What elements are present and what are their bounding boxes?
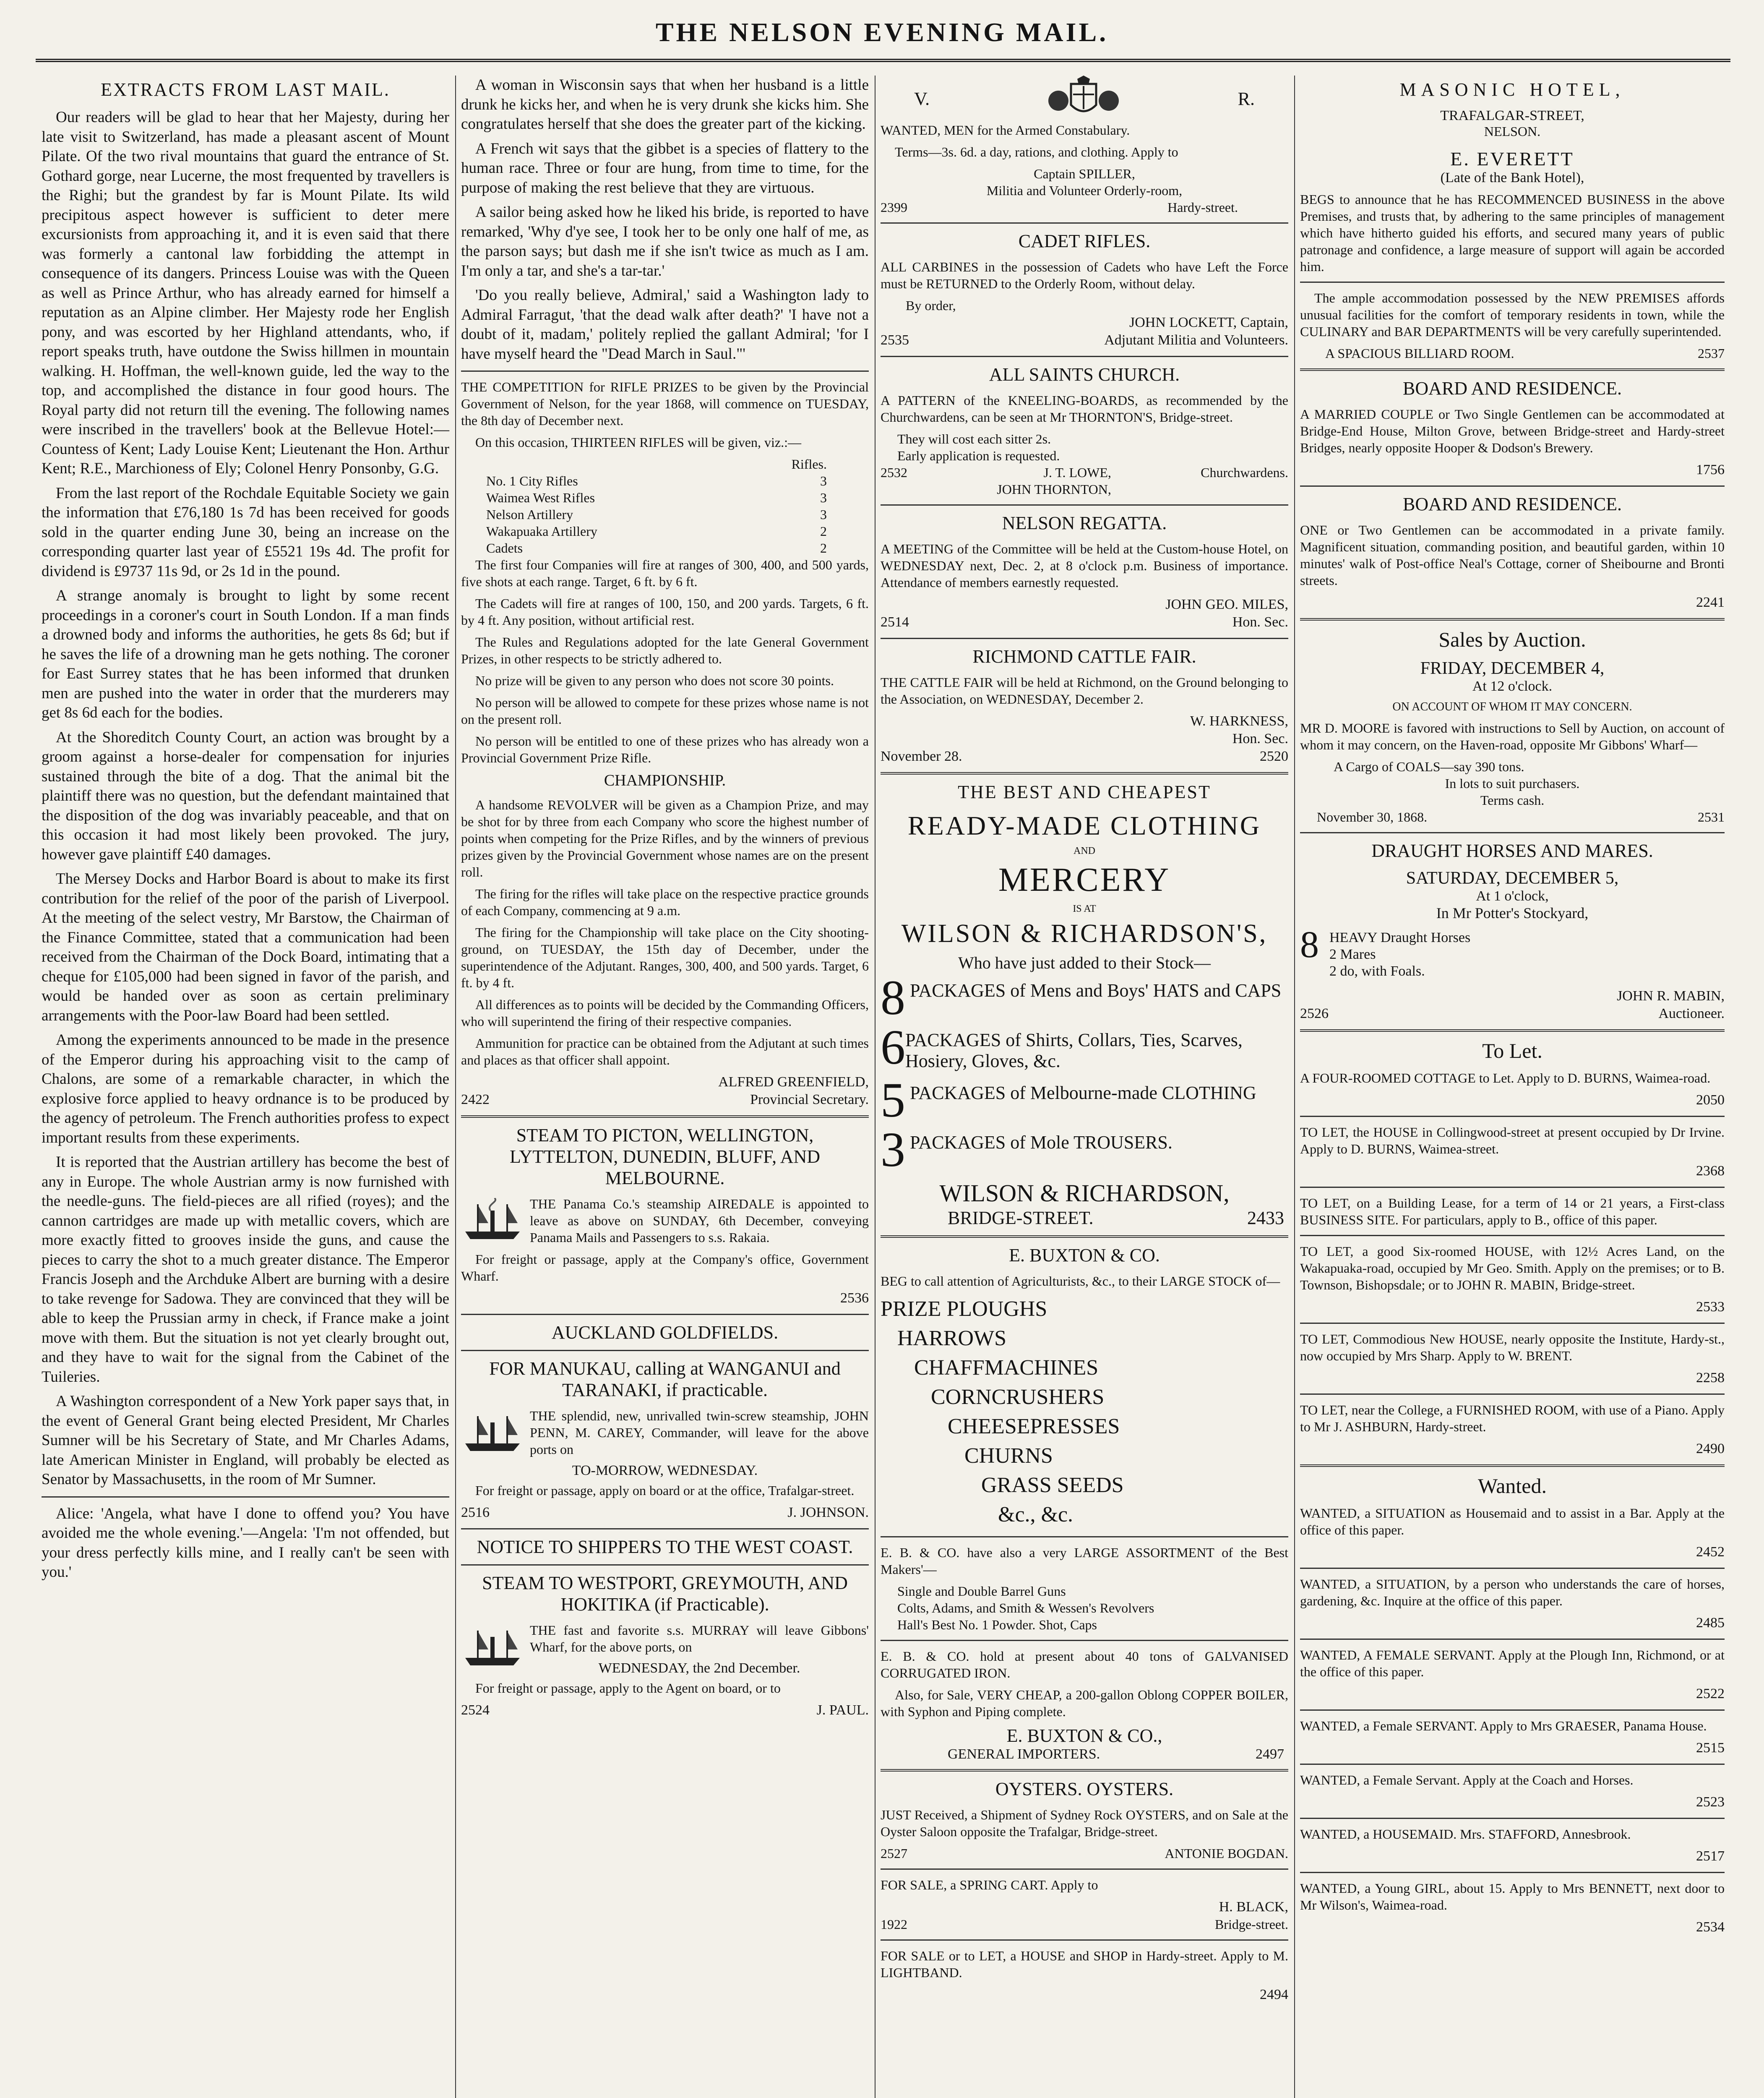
ad-title: E. BUXTON & CO. xyxy=(1009,1245,1160,1266)
article-paragraph: From the last report of the Rochdale Equitable Society we gain the information that £76,180 1s 7d has been received for goods sold in the quarter ending June 30, being an increase on the corresponding quarter last year of £5521 19s 4d. The profit for dividend is £9737 11s 9d, or 2s 1d in the pound. xyxy=(42,484,449,580)
rule-text: No person will be entitled to one of these prizes who has already won a Provincial Government Prize Rifle. xyxy=(461,733,869,765)
ad-street: TRAFALGAR-STREET, xyxy=(1440,108,1584,123)
crest-row xyxy=(881,76,1288,122)
divider xyxy=(881,772,1288,775)
table-row: Wakapuaka Artillery 2 xyxy=(486,524,827,539)
horse-line: HEAVY Draught Horses xyxy=(1329,930,1471,945)
ad-title: OYSTERS. OYSTERS. xyxy=(995,1779,1174,1799)
list-item: A FOUR-ROOMED COTTAGE to Let. Apply to D. BURNS, Waimea-road. xyxy=(1300,1070,1711,1086)
ad-footer xyxy=(881,1746,1288,1762)
sale-place: In Mr Potter's Stockyard, xyxy=(1436,905,1589,921)
signature-role: Provincial Secretary. xyxy=(750,1092,869,1107)
ad-firm: E. BUXTON & CO., xyxy=(1006,1725,1162,1746)
signature-role: Churchwardens. xyxy=(1201,465,1288,480)
ad-footer xyxy=(1300,345,1725,362)
article-paragraph: Our readers will be glad to hear that her Majesty, during her late visit to Switzerland, has made a pleasant ascent of Mount Pilate. Of the two rival mountains that guard the entrance of St. Gothard gorge, near Lucerne, the most frequented by travellers is the Righi; but the grandest by far is Mount Pilate. Its wild precipitous aspect however is sufficient to deter mere excursionists from approaching it, and it is even said that there was formerly a cantonal law forbidding the attempt in consequence of its dangers. Princess Louise was with the Queen as well as Prince Arthur, who has already earned for himself a reputation as an Alpine climber. Her Majesty rode her English pony, and was escorted by her Highland attendants, who, if report speaks truth, have outdone the Swiss hillmen in mountain walking. H. Hoffman, the well-known guide, led the way to the top, and accomplished the distance in four good hours. The Royal party did not return till the evening. The following names were inscribed in the travellers' book at the Bellevue Hotel:—Countess of Kent; Lady Louise Kent; Lieutenant the Hon. Arthur Kent; R.E., Marchioness of Ely; Colonel Henry Ponsonby, G.G. xyxy=(42,109,449,477)
ad-body: A MEETING of the Committee will be held at the Custom-house Hotel, on WEDNESDAY next, Dec. 2, at 8 o'clock p.m. Business of importance. Attendance of members earnestly requested. xyxy=(881,541,1288,590)
ad-body: They will cost each sitter 2s. xyxy=(897,431,1051,446)
ad-number: 2531 xyxy=(1698,809,1725,825)
ad-body: For freight or passage, apply at the Company's office, Government Wharf. xyxy=(461,1252,869,1284)
ad-connector: IS AT xyxy=(1073,903,1096,914)
signature: H. BLACK, xyxy=(1219,1899,1288,1915)
signature-role: Hon. Sec. xyxy=(1232,614,1288,630)
list-item: 6 PACKAGES of Shirts, Collars, Ties, Scarves, Hosiery, Gloves, &c. xyxy=(881,1020,1243,1075)
list-item: WANTED, a Female SERVANT. Apply to Mrs GRAESER, Panama House. xyxy=(1300,1718,1707,1733)
ad-title: ALL SAINTS CHURCH. xyxy=(989,364,1180,385)
signature: J. PAUL. xyxy=(816,1702,869,1718)
column-2 xyxy=(455,76,875,2098)
signature-role: Auctioneer. xyxy=(1658,1006,1725,1021)
horse-line: 2 Mares xyxy=(1329,947,1376,962)
divider xyxy=(881,504,1288,506)
divider xyxy=(461,1350,869,1351)
ad-body: Single and Double Barrel Guns xyxy=(897,1584,1066,1599)
ad-number: 2497 xyxy=(1256,1746,1284,1762)
ad-body: Early application is requested. xyxy=(897,448,1060,463)
list-item: GRASS SEEDS xyxy=(981,1473,1124,1497)
list-item: 3 PACKAGES of Mole TROUSERS. xyxy=(881,1122,1173,1177)
signature: ANTONIE BOGDAN. xyxy=(1165,1846,1288,1861)
ad-town: NELSON. xyxy=(1484,124,1541,139)
list-item: 5 PACKAGES of Melbourne-made CLOTHING xyxy=(881,1072,1256,1127)
ad-body: In lots to suit purchasers. xyxy=(1445,776,1580,791)
ad-number: 2368 xyxy=(1696,1163,1725,1179)
ad-number: 2241 xyxy=(1696,595,1725,610)
table-row: Waimea West Rifles 3 xyxy=(486,490,827,505)
ad-title: AUCKLAND GOLDFIELDS. xyxy=(551,1322,779,1343)
ad-title: NOTICE TO SHIPPERS TO THE WEST COAST. xyxy=(477,1537,853,1557)
ad-title: MASONIC HOTEL, xyxy=(1399,79,1625,100)
ad-body: JUST Received, a Shipment of Sydney Rock OYSTERS, and on Sale at the Oyster Saloon opposite the Trafalgar, Bridge-street. xyxy=(881,1807,1288,1839)
signature: JOHN THORNTON, xyxy=(997,482,1111,497)
ad-body: A MARRIED COUPLE or Two Single Gentlemen can be accommodated at Bridge-End House, Milton Grove, between Bridge-street and Hardy-street Bridges, nearly opposite Hooper & Dodson's Brewery. xyxy=(1300,407,1725,455)
divider xyxy=(1300,1393,1725,1395)
signature: Captain SPILLER, xyxy=(1034,166,1135,181)
sale-account: ON ACCOUNT OF WHOM IT MAY CONCERN. xyxy=(1392,700,1632,713)
ad-body: ALL CARBINES in the possession of Cadets who have Left the Force must be RETURNED to the Orderly Room, without delay. xyxy=(881,259,1288,291)
list-item: WANTED, a Female Servant. Apply at the Coach and Horses. xyxy=(1300,1772,1634,1787)
divider xyxy=(461,1564,869,1566)
divider xyxy=(1300,832,1725,833)
ad-date: TO-MORROW, WEDNESDAY. xyxy=(572,1463,758,1478)
signature-block xyxy=(997,464,1111,498)
ad-number: 1756 xyxy=(1696,462,1725,478)
list-item: CHURNS xyxy=(964,1444,1053,1468)
list-item: TO LET, a good Six-roomed HOUSE, with 12½ Acres Land, on the Wakapuaka-road, occupied by Mr Geo. Smith. Apply on the premises; or to B. Townson, Bishopsdale; or to JOHN R. MABIN, Bridge-street. xyxy=(1300,1244,1725,1292)
ad-date: WEDNESDAY, the 2nd December. xyxy=(598,1660,800,1676)
horse-line: 2 do, with Foals. xyxy=(1329,963,1425,979)
list-item: CHAFFMACHINES xyxy=(914,1356,1099,1380)
article-paragraph: A Washington correspondent of a New York paper says that, in the event of General Grant being elected President, Mr Charles Sumner will be his Secretary of State, and Mr Charles Adams, late American Minister in England, will probably be elected as Senator by Massachusetts, in the room of Mr Sumner. xyxy=(42,1393,449,1488)
rifle-line: On this occasion, THIRTEEN RIFLES will be given, viz.:— xyxy=(475,435,801,450)
ad-number: 2536 xyxy=(840,1290,869,1306)
section-title: Wanted. xyxy=(1478,1474,1547,1498)
list-item: TO LET, on a Building Lease, for a term of 14 or 21 years, a First-class BUSINESS SITE. For particulars, apply to B., office of this paper. xyxy=(1300,1195,1725,1227)
ad-number: 2527 xyxy=(881,1846,907,1861)
ad-body: ONE or Two Gentlemen can be accommodated in a private family. Magnificent situation, commanding position, and beautiful garden, within 10 minutes' walk of Post-office Neal's Cottage, corner of Sheibourne and Bronti streets. xyxy=(1300,522,1725,588)
article-paragraph: Among the experiments announced to be made in the presence of the Emperor during his approaching visit to the camp of Chalons, are some of a remarkable character, in which the explosive force applied to heavy ordnance is to be produced by the agency of petroleum. The French authorities profess to expect important results from these experiments. xyxy=(42,1031,449,1146)
ad-number: 2433 xyxy=(1247,1208,1284,1228)
list-item: WANTED, a SITUATION, by a person who understands the care of horses, gardening, &c. Inquire at the office of this paper. xyxy=(1300,1576,1725,1608)
masthead-rule xyxy=(36,59,1730,65)
signature: J. T. LOWE, xyxy=(1043,465,1111,480)
signature: Bridge-street. xyxy=(1214,1917,1288,1932)
ad-number: 1922 xyxy=(881,1917,907,1932)
ad-owner-note: (Late of the Bank Hotel), xyxy=(1440,170,1584,185)
sale-time: At 1 o'clock, xyxy=(1476,888,1549,904)
divider xyxy=(461,1314,869,1315)
ad-body: For freight or passage, apply to the Agent on board, or to xyxy=(475,1680,781,1696)
ad-footer xyxy=(1300,1005,1725,1023)
ad-body: E. B. & CO. have also a very LARGE ASSORTMENT of the Best Makers'— xyxy=(881,1545,1288,1577)
ad-title: CADET RIFLES. xyxy=(1018,231,1151,251)
ad-number: 2258 xyxy=(1696,1370,1725,1386)
article-paragraph: The Mersey Docks and Harbor Board is about to make its first contribution for the relief of the poor of the parish of Liverpool. At the meeting of the select vestry, Mr Barstow, the Chairman of the Finance Committee, stated that a communication had been received from the Chairman of the Dock Board, intimating that a cheque for £105,000 had been signed in favor of the parish, and would be handed over as soon as certain preliminary arrangements with the Poor-law Board had been settled. xyxy=(42,870,449,1024)
divider xyxy=(1300,485,1725,487)
ad-number: 2399 xyxy=(881,200,907,215)
ad-title: BOARD AND RESIDENCE. xyxy=(1403,378,1622,399)
ad-number: 2532 xyxy=(881,465,907,480)
ad-number: 2520 xyxy=(1260,749,1288,764)
ad-number: 2537 xyxy=(1698,346,1725,361)
rule-text: A handsome REVOLVER will be given as a Champion Prize, and may be shot for by three from each Company who score the highest number of points when competing for the Prize Rifles, and by the winners of previous prizes given by the Provincial Government whose names are on the present roll. xyxy=(461,797,869,879)
crest-right: R. xyxy=(1238,88,1255,109)
ad-body: The ample accommodation possessed by the NEW PREMISES affords unusual facilities for the comfort of temporary residents in town, while the CULINARY and BAR DEPARTMENTS will be very carefully superintended. xyxy=(1300,290,1725,339)
ad-footer xyxy=(461,1504,869,1521)
ad-body: BEG to call attention of Agriculturists, &c., to their LARGE STOCK of— xyxy=(881,1273,1280,1289)
divider xyxy=(1300,618,1725,621)
ad-body: E. B. & CO. hold at present about 40 tons of GALVANISED CORRUGATED IRON. xyxy=(881,1649,1288,1680)
list-item: CORNCRUSHERS xyxy=(931,1385,1105,1409)
signature: Hardy-street. xyxy=(1167,200,1238,215)
divider xyxy=(881,1536,1288,1537)
ad-footer xyxy=(881,613,1288,631)
ad-number: 2050 xyxy=(1696,1092,1725,1108)
divider xyxy=(1300,1568,1725,1569)
royal-crest-icon xyxy=(1042,76,1126,122)
ad-title: FOR MANUKAU, calling at WANGANUI and TARANAKI, if practicable. xyxy=(489,1358,841,1400)
ad-number: 2452 xyxy=(1696,1544,1725,1560)
list-item: &c., &c. xyxy=(998,1503,1074,1527)
list-item: 8 PACKAGES of Mens and Boys' HATS and CAPS xyxy=(881,970,1282,1025)
table-row: Nelson Artillery 3 xyxy=(486,507,827,522)
ad-body: WANTED, MEN for the Armed Constabulary. xyxy=(881,123,1130,138)
list-item: WANTED, a Young GIRL, about 15. Apply to Mrs BENNETT, next door to Mr Wilson's, Waimea-road. xyxy=(1300,1881,1725,1913)
divider xyxy=(1300,1639,1725,1640)
divider xyxy=(1300,1764,1725,1765)
ad-date: November 30, 1868. xyxy=(1317,809,1428,825)
divider xyxy=(1300,1818,1725,1819)
ad-body: THE Panama Co.'s steamship AIREDALE is appointed to leave as above on SUNDAY, 6th December, conveying Panama Mails and Passengers to s.s. Rakaia. xyxy=(530,1196,869,1245)
ad-body: THE CATTLE FAIR will be held at Richmond, on the Ground belonging to the Association, on WEDNESDAY, December 2. xyxy=(881,675,1288,707)
ad-footer xyxy=(881,1207,1288,1229)
column-1 xyxy=(36,76,455,2098)
divider xyxy=(1300,1323,1725,1324)
divider xyxy=(42,1496,449,1498)
list-item: TO LET, near the College, a FURNISHED ROOM, with use of a Piano. Apply to Mr J. ASHBURN, Hardy-street. xyxy=(1300,1402,1725,1434)
ad-number: 2535 xyxy=(881,332,909,348)
divider xyxy=(881,1769,1288,1772)
list-item: PRIZE PLOUGHS xyxy=(881,1297,1047,1321)
rule-text: The firing for the Championship will take place on the City shooting-ground, on TUESDAY, the 15th day of December, under the superintendence of the Adjutant. Ranges, 300, 400, and 500 yards. Target, 6 ft. by 4 ft. xyxy=(461,925,869,990)
ad-number: 2524 xyxy=(461,1702,490,1718)
ad-title: STEAM TO PICTON, WELLINGTON, LYTTELTON, DUNEDIN, BLUFF, AND MELBOURNE. xyxy=(509,1125,821,1188)
signature: W. HARKNESS, xyxy=(1190,713,1288,729)
article-paragraph: A strange anomaly is brought to light by some recent proceedings in a coroner's court in South London. If a man finds a drowned body and informs the authorities, he gets 8s 6d; but if he saves the life of a drowning man he gets nothing. The coroner for East Surrey states that he has been informed that drunken men are pushed into the water in order that the murderers may get 8s 6d each for the bodies. xyxy=(42,587,449,721)
ad-headline: WILSON & RICHARDSON'S, xyxy=(901,919,1268,948)
list-item: 8 HEAVY Draught Horses 2 Mares 2 do, with Foals. xyxy=(1300,924,1471,979)
ad-number: 2523 xyxy=(1696,1794,1725,1810)
list-item: HARROWS xyxy=(897,1326,1007,1350)
masthead: THE NELSON EVENING MAIL. xyxy=(655,17,1109,47)
ad-body: THE splendid, new, unrivalled twin-screw steamship, JOHN PENN, M. CAREY, Commander, will leave for the above ports on xyxy=(530,1408,869,1457)
section-title: Sales by Auction. xyxy=(1438,628,1586,651)
ad-footer xyxy=(881,199,1288,216)
list-item: CHEESEPRESSES xyxy=(948,1414,1120,1438)
ad-body: By order, xyxy=(906,298,956,313)
ad-number: 2490 xyxy=(1696,1441,1725,1456)
divider xyxy=(881,356,1288,357)
rule-text: No prize will be given to any person who does not score 30 points. xyxy=(475,673,834,688)
steamship-icon xyxy=(461,1624,524,1670)
crest-left: V. xyxy=(914,88,930,109)
section-title: EXTRACTS FROM LAST MAIL. xyxy=(101,79,390,100)
ad-footer xyxy=(881,331,1288,349)
table-row: Cadets 2 xyxy=(486,540,827,556)
sale-time: At 12 o'clock. xyxy=(1472,678,1553,694)
ad-date: November 28. xyxy=(881,749,962,764)
ad-body: Who have just added to their Stock— xyxy=(958,953,1211,972)
ad-street: BRIDGE-STREET. xyxy=(948,1208,1094,1228)
ad-number: 2517 xyxy=(1696,1848,1725,1864)
ad-title: STEAM TO WESTPORT, GREYMOUTH, AND HOKITIKA (if Practicable). xyxy=(482,1573,848,1615)
divider xyxy=(881,1640,1288,1641)
rule-text: The firing for the rifles will take place on the respective practice grounds of each Company, commencing at 9 a.m. xyxy=(461,886,869,918)
divider xyxy=(881,222,1288,224)
rule-text: Ammunition for practice can be obtained from the Adjutant at such times and places as that officer shall appoint. xyxy=(461,1036,869,1067)
ad-title: BOARD AND RESIDENCE. xyxy=(1403,494,1622,514)
article-paragraph: At the Shoreditch County Court, an action was brought by a groom against a horse-dealer for compensation for injuries sustained through the bite of a dog. That the animal bit the plaintiff there was no question, but the defendant maintained that the disposition of the dog was invariably peaceable, and that on this occasion it had most likely been provoked. The jury, however gave plaintiff £40 damages. xyxy=(42,728,449,863)
ad-footer xyxy=(881,748,1288,765)
rule-text: No person will be allowed to compete for these prizes whose name is not on the present roll. xyxy=(461,695,869,727)
rule-text: The Rules and Regulations adopted for the late General Government Prizes, in other respects to be strictly adhered to. xyxy=(461,634,869,666)
ad-headline: READY-MADE CLOTHING xyxy=(907,811,1261,840)
article-paragraph: It is reported that the Austrian artillery has become the best of any in Europe. The whole Austrian army is now furnished with the needle-guns. The field-pieces are all rified (royes); and the cannon cartridges are made up with metallic covers, which are more exactly fitted to grooves inside the guns, and cause the pieces to carry the shot to a much greater distance. The Emperor Francis Joseph and the Archduke Albert are burning with a desire to take revenge for Sadowa. They are convinced that they will be able to keep the Prussian army in check, if France make a joint move with them. But the situation is not yet clearly brought out, and they have to wait for the signal from the Cabinet of the Tuileries. xyxy=(42,1153,449,1386)
ad-title: RICHMOND CATTLE FAIR. xyxy=(972,646,1196,667)
divider xyxy=(1300,1464,1725,1467)
signature-role: Hon. Sec. xyxy=(1232,731,1288,746)
divider xyxy=(1300,1872,1725,1873)
signature: JOHN LOCKETT, Captain, xyxy=(1129,315,1288,330)
ad-title: NELSON REGATTA. xyxy=(1002,513,1167,533)
signature: JOHN GEO. MILES, xyxy=(1165,597,1288,612)
ad-body: A PATTERN of the KNEELING-BOARDS, as recommended by the Churchwardens, can be seen at Mr THORNTON'S, Bridge-street. xyxy=(881,393,1288,425)
divider xyxy=(1300,282,1725,283)
ad-number: 2526 xyxy=(1300,1006,1329,1021)
ad-body: THE fast and favorite s.s. MURRAY will leave Gibbons' Wharf, for the above ports, on xyxy=(530,1623,869,1654)
signature: Adjutant Militia and Volunteers. xyxy=(1104,332,1288,348)
ad-footer xyxy=(881,1845,1288,1862)
ad-body: MR D. MOORE is favored with instructions to Sell by Auction, on account of whom it may concern, on the Haven-road, opposite Mr Gibbons' Wharf— xyxy=(1300,720,1725,752)
divider xyxy=(1300,1116,1725,1117)
signature-role: GENERAL IMPORTERS. xyxy=(948,1746,1100,1762)
ad-headline: MERCERY xyxy=(998,861,1171,898)
ad-body: Also, for Sale, VERY CHEAP, a 200-gallon Oblong COPPER BOILER, with Syphon and Piping complete. xyxy=(881,1687,1288,1719)
sale-date: SATURDAY, DECEMBER 5, xyxy=(1406,869,1619,888)
divider xyxy=(461,1115,869,1118)
column-4 xyxy=(1294,76,1730,2098)
ad-footer xyxy=(881,464,1288,498)
rule-text: The Cadets will fire at ranges of 100, 150, and 200 yards. Targets, 6 ft. by 4 ft. Any position, without artificial rest. xyxy=(461,596,869,628)
ad-footer xyxy=(1300,809,1725,825)
list-item: TO LET, the HOUSE in Collingwood-street at present occupied by Dr Irvine. Apply to D. BURNS, Waimea-street. xyxy=(1300,1125,1725,1156)
ad-number: 2494 xyxy=(1260,1987,1288,2002)
article-paragraph: Alice: 'Angela, what have I done to offend you? You have avoided me the whole evening.'—Angela: 'I'm not offended, but your dress perfectly kills mine, and I really can't be seen with you.' xyxy=(42,1505,449,1581)
ad-body: For freight or passage, apply on board or at the office, Trafalgar-street. xyxy=(475,1483,855,1498)
ad-footer xyxy=(461,1091,869,1109)
list-item: WANTED, A FEMALE SERVANT. Apply at the Plough Inn, Richmond, or at the office of this paper. xyxy=(1300,1647,1725,1679)
article-paragraph: A sailor being asked how he liked his bride, is reported to have remarked, 'Why d'ye see, I took her to be only one half of me, as the parson says; but dash me if she isn't twice as much as I am. I'm only a tar, and she's a tar-tar.' xyxy=(461,204,869,279)
article-paragraph: A woman in Wisconsin says that when her husband is a little drunk he kicks her, and when he is very drunk she kicks him. She congratulates herself that she does the greater part of the kicking. xyxy=(461,76,869,133)
ad-number: 2514 xyxy=(881,614,909,630)
divider xyxy=(881,1939,1288,1941)
ad-firm: WILSON & RICHARDSON, xyxy=(939,1179,1230,1207)
column-3 xyxy=(875,76,1294,2098)
ad-number: 2516 xyxy=(461,1505,490,1520)
steamship-icon xyxy=(461,1410,524,1456)
list-item: WANTED, a SITUATION as Housemaid and to assist in a Bar. Apply at the office of this paper. xyxy=(1300,1506,1725,1537)
ad-number: 2522 xyxy=(1696,1686,1725,1701)
list-item: WANTED, a HOUSEMAID. Mrs. STAFFORD, Annesbrook. xyxy=(1300,1827,1631,1842)
ad-footer xyxy=(881,1916,1288,1933)
ad-number: 2533 xyxy=(1696,1299,1725,1315)
rifle-intro: THE COMPETITION for RIFLE PRIZES to be given by the Provincial Government of Nelson, for the year 1868, will commence on TUESDAY, the 8th day of December next. xyxy=(461,379,869,428)
ad-owner: E. EVERETT xyxy=(1450,148,1574,170)
ad-title: DRAUGHT HORSES AND MARES. xyxy=(1371,840,1653,861)
rule-text: The first four Companies will fire at ranges of 300, 400, and 500 yards, five shots at each range. Target, 6 ft. by 6 ft. xyxy=(461,557,869,589)
article-paragraph: 'Do you really believe, Admiral,' said a Washington lady to Admiral Farragut, 'that the dead walk after death?' 'I have not a doubt of it, madam,' politely replied the gallant Admiral; 'for I have myself heard the "Dead March in Saul."' xyxy=(461,287,869,363)
list-item: TO LET, Commodious New HOUSE, nearly opposite the Institute, Hardy-st., now occupied by Mrs Sharp. Apply to W. BRENT. xyxy=(1300,1331,1725,1363)
ad-number: 2485 xyxy=(1696,1615,1725,1631)
ad-number: 2534 xyxy=(1696,1919,1725,1935)
rule-text: All differences as to points will be decided by the Commanding Officers, who will superintend the firing of their respective companies. xyxy=(461,997,869,1029)
ad-body: Terms—3s. 6d. a day, rations, and clothing. Apply to xyxy=(895,144,1178,159)
ad-body: Colts, Adams, and Smith & Wessen's Revolvers xyxy=(897,1600,1154,1615)
table-row: No. 1 City Rifles 3 xyxy=(486,473,827,488)
divider xyxy=(461,1528,869,1529)
championship-title: CHAMPIONSHIP. xyxy=(604,772,726,789)
article-paragraph: A French wit says that the gibbet is a species of flattery to the human race. Three or four are hung, from time to time, for the purpose of making the rest believe that they are virtuous. xyxy=(461,140,869,196)
product-list xyxy=(881,1294,1288,1529)
ad-number: 2515 xyxy=(1696,1740,1725,1756)
divider xyxy=(881,1235,1288,1238)
ad-title: THE BEST AND CHEAPEST xyxy=(958,782,1211,802)
divider xyxy=(461,371,869,372)
divider xyxy=(881,638,1288,639)
signature: J. JOHNSON. xyxy=(787,1505,869,1520)
ad-body: BEGS to announce that he has RECOMMENCED BUSINESS in the above Premises, and trusts that, by adhering to the same principles of management which have hitherto guided his efforts, and secured many years of public patronage and confidence, a large measure of support will again be accorded him. xyxy=(1300,192,1725,274)
ad-body: FOR SALE or to LET, a HOUSE and SHOP in Hardy-street. Apply to M. LIGHTBAND. xyxy=(881,1948,1288,1980)
rifle-table xyxy=(486,456,830,556)
signature: Militia and Volunteer Orderly-room, xyxy=(986,183,1183,198)
divider xyxy=(1300,1187,1725,1188)
ad-connector: AND xyxy=(1074,845,1095,856)
signature: JOHN R. MABIN, xyxy=(1617,988,1725,1004)
ad-footer xyxy=(461,1701,869,1719)
rifles-heading: Rifles. xyxy=(791,457,827,472)
section-title: To Let. xyxy=(1482,1039,1543,1062)
divider xyxy=(881,1868,1288,1870)
divider xyxy=(1300,1235,1725,1236)
divider xyxy=(1300,368,1725,371)
ad-body: FOR SALE, a SPRING CART. Apply to xyxy=(881,1877,1098,1892)
ad-number: 2422 xyxy=(461,1092,490,1107)
ad-body: Terms cash. xyxy=(1480,793,1545,808)
ad-body: Hall's Best No. 1 Powder. Shot, Caps xyxy=(897,1617,1097,1632)
steamship-icon xyxy=(461,1198,524,1244)
sale-date: FRIDAY, DECEMBER 4, xyxy=(1420,659,1605,678)
divider xyxy=(1300,1029,1725,1032)
signature: ALFRED GREENFIELD, xyxy=(718,1074,869,1090)
ad-body: A SPACIOUS BILLIARD ROOM. xyxy=(1325,346,1514,361)
ad-body: A Cargo of COALS—say 390 tons. xyxy=(1334,759,1524,774)
divider xyxy=(1300,1709,1725,1711)
